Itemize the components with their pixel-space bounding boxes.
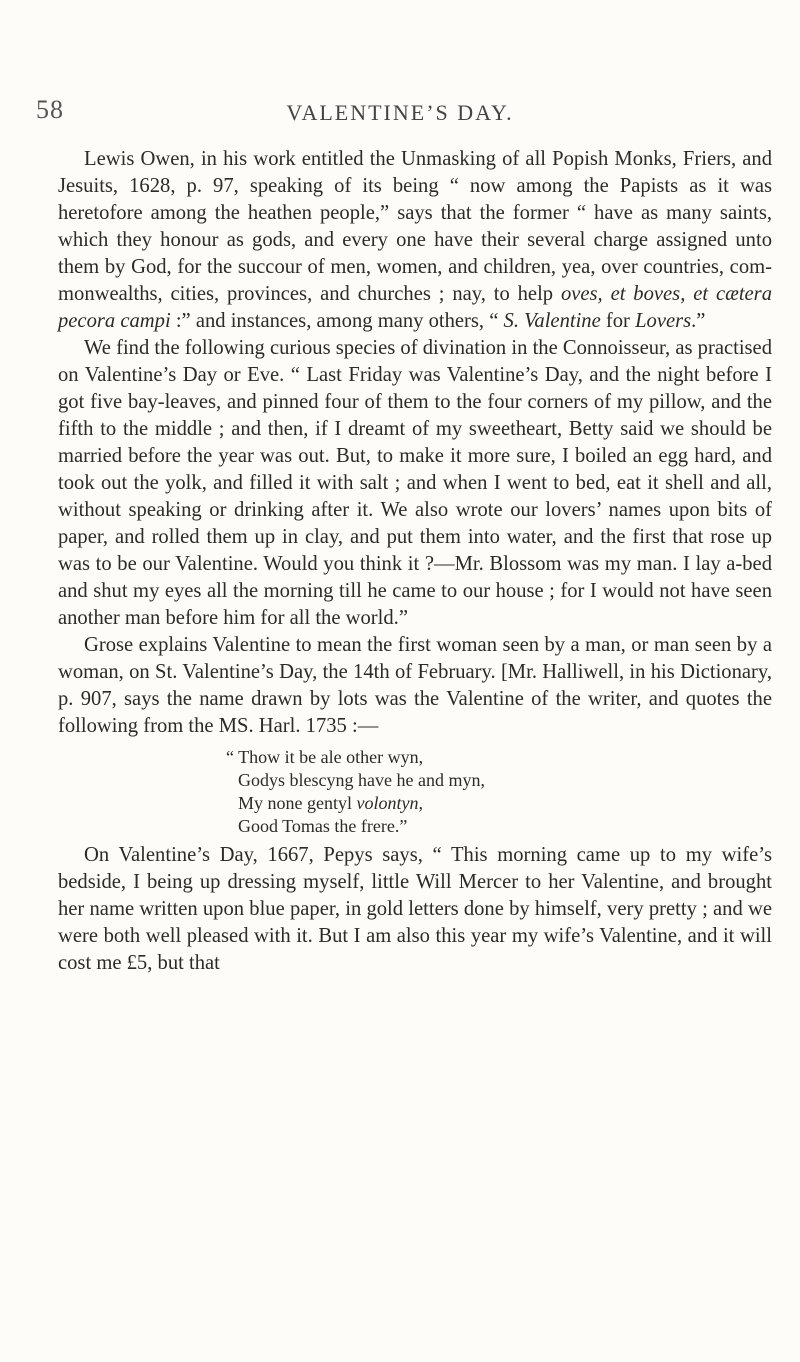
verse-line-3-text: My none gentyl xyxy=(238,793,357,813)
verse-line-3-italic: volontyn, xyxy=(356,793,423,813)
paragraph-owen xyxy=(58,146,772,335)
paragraph-owen-text-c: for xyxy=(600,310,636,332)
paragraph-owen-text-d: .” xyxy=(691,310,706,332)
page-body xyxy=(58,146,772,977)
paragraph-owen-text-b: :” and instances, among many others, “ xyxy=(170,310,504,332)
running-head: VALENTINE’S DAY. xyxy=(286,100,514,125)
verse-quote xyxy=(226,746,772,838)
verse-line-3 xyxy=(226,792,772,815)
paragraph-connoisseur: We find the following curious species of divination in the Connoisseur, as practised on Valentine’s Day or Eve. “ Last Friday was Valentine’s Day, and the night before I got five bay-leaves, and pinned four of them to the four corners of my pillow, and the fifth to the middle ; and then, if I dreamt of my sweetheart, Betty said we should be married before the year was out. But, to make it more sure, I boiled an egg hard, and took out the yolk, and filled it with salt ; and when I went to bed, eat it shell and all, without speaking or drinking after it. We also wrote our lovers’ names upon bits of paper, and rolled them up in clay, and put them into water, and the first that rose up was to be our Valentine. Would you think it ?—Mr. Blossom was my man. I lay a-bed and shut my eyes all the morning till he came to our house ; for I would not have seen another man before him for all the world.” xyxy=(58,337,772,629)
lovers-word: Lovers xyxy=(635,310,692,332)
verse-line-4: Good Tomas the frere.” xyxy=(238,816,408,836)
paragraph-pepys: On Valentine’s Day, 1667, Pepys says, “ This morning came up to my wife’s bedside, I being up dressing myself, little Will Mercer to her Valentine, and brought her name written upon blue paper, in gold letters done by himself, very pretty ; and we were both well pleased with it. But I am also this year my wife’s Valentine, and it will cost me £5, but that xyxy=(58,844,772,974)
verse-line-2: Godys blescyng have he and myn, xyxy=(238,770,485,790)
paragraph-grose: Grose explains Valentine to mean the first woman seen by a man, or man seen by a woman, on St. Valentine’s Day, the 14th of February. [Mr. Halliwell, in his Dictionary, p. 907, says the name drawn by lots was the Valentine of the writer, and quotes the following from the MS. Harl. 1735 :— xyxy=(58,634,772,737)
page-number: 58 xyxy=(36,95,64,124)
saint-valentine-phrase: S. Valentine xyxy=(503,310,601,332)
verse-line-1: “ Thow it be ale other wyn, xyxy=(226,747,424,767)
paragraph-owen-text-a: Lewis Owen, in his work entitled the Unmasking of all Popish Monks, Friers, and Jesuits, 1628, p. 97, speaking of its being “ now among the Papists as it was heretofore among the heathen people,” says that the former “ have as many saints, which they honour as gods, and every one have their several charge assigned unto them by God, for the succour of men, women, and children, yea, over countries, commonwealths, cities, provinces, and churches ; nay, to help xyxy=(58,148,772,305)
latin-phrase: oves, et boves, et cætera pecora campi xyxy=(58,283,772,332)
